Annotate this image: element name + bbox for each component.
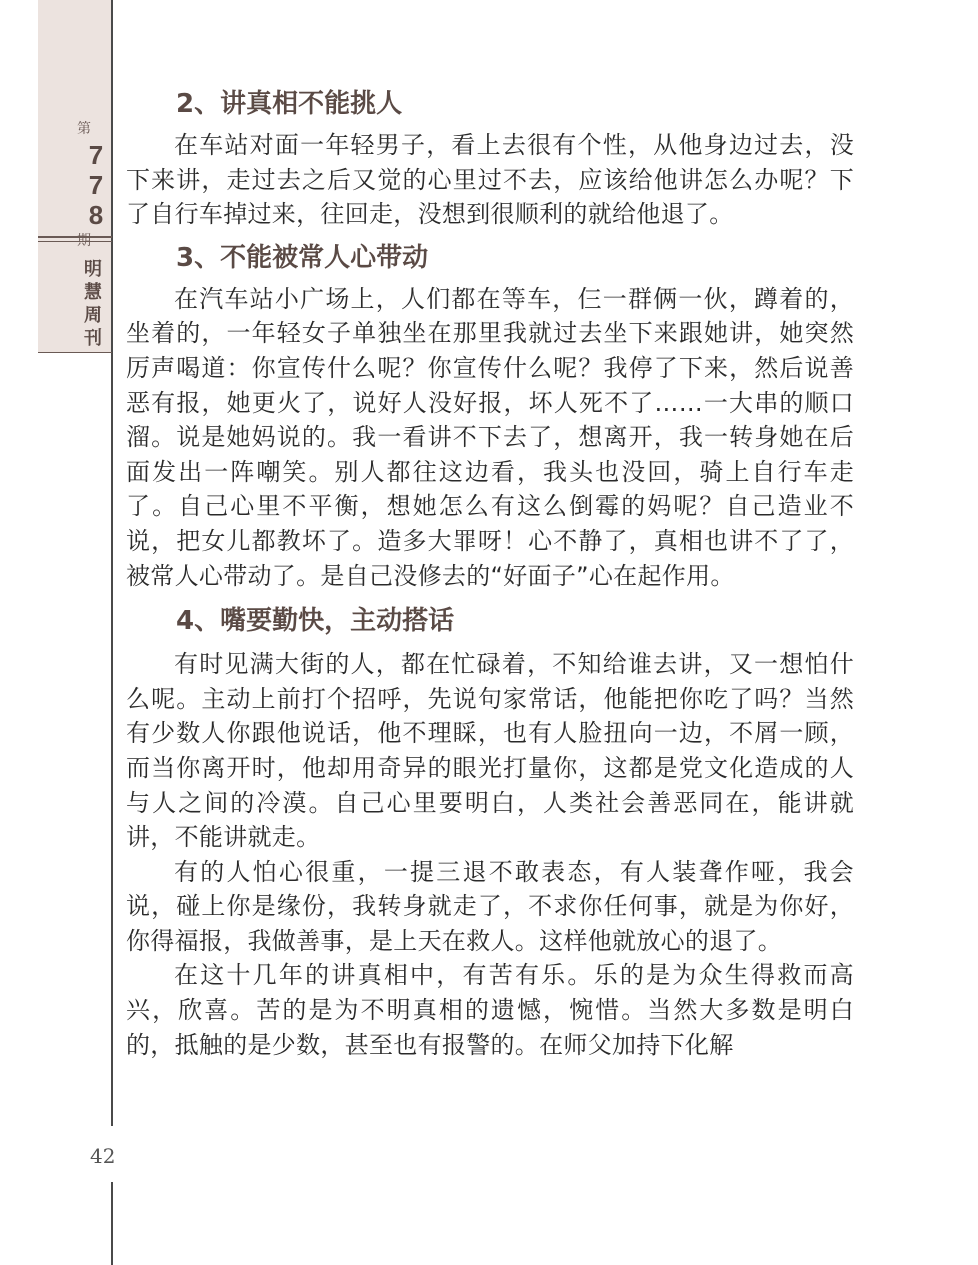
issue-prefix: 第 [77, 121, 91, 137]
sidebar-rule [38, 352, 112, 353]
paragraph: 有时见满大街的人，都在忙碌着，不知给谁去讲，又一想怕什么呢。主动上前打个招呼，先说句家常话，他能把你吃了吗？当然有少数人你跟他说话，他不理睬，也有人脸扭向一边，不屑一顾，而当你离开时，他却用奇异的眼光打量你，这都是党文化造成的人与人之间的冷漠。自己心里要明白，人类社会善恶同在，能讲就讲，不能讲就走。 [126, 650, 854, 852]
paragraph: 在车站对面一年轻男子，看上去很有个性，从他身边过去，没下来讲，走过去之后又觉的心里过不去，应该给他讲怎么办呢？下了自行车掉过来，往回走，没想到很顺利的就给他退了。 [126, 131, 854, 229]
issue-label [38, 118, 112, 252]
magazine-name-char: 周 [84, 305, 102, 326]
magazine-name-char: 慧 [84, 282, 102, 303]
paragraph: 在汽车站小广场上，人们都在等车，仨一群俩一伙，蹲着的，坐着的，一年轻女子单独坐在那里我就过去坐下来跟她讲，她突然厉声喝道：你宣传什么呢？你宣传什么呢？我停了下来，然后说善恶有报，她更火了，说好人没好报，坏人死不了……一大串的顺口溜。说是她妈说的。我一看讲不下去了，想离开，我一转身她在后面发出一阵嘲笑。别人都往这边看，我头也没回，骑上自行车走了。自己心里不平衡，想她怎么有这么倒霉的妈呢？自己造业不说，把女儿都教坏了。造多大罪呀！心不静了，真相也讲不了了，被常人心带动了。是自己没修去的“好面子”心在起作用。 [126, 284, 854, 590]
issue-suffix: 期 [77, 233, 91, 249]
section-heading: 3、不能被常人心带动 [176, 242, 429, 273]
paragraph: 在这十几年的讲真相中，有苦有乐。乐的是为众生得救而高兴，欣喜。苦的是为不明真相的遗憾，惋惜。当然大多数是明白的，抵触的是少数，甚至也有报警的。在师父加持下化解 [126, 961, 854, 1059]
magazine-name-char: 明 [84, 259, 102, 280]
section-heading: 4、嘴要勤快，主动搭话 [176, 606, 455, 637]
magazine-name [56, 258, 130, 350]
page-number: 42 [90, 1144, 116, 1168]
article-body [126, 78, 854, 1062]
issue-number: 778 [81, 140, 111, 230]
paragraph: 有的人怕心很重，一提三退不敢表态，有人装聋作哑，我会说，碰上你是缘份，我转身就走了，不求你任何事，就是为你好，你得福报，我做善事，是上天在救人。这样他就放心的退了。 [126, 857, 854, 955]
magazine-name-char: 刊 [84, 328, 102, 349]
section-heading: 2、讲真相不能挑人 [176, 89, 403, 119]
